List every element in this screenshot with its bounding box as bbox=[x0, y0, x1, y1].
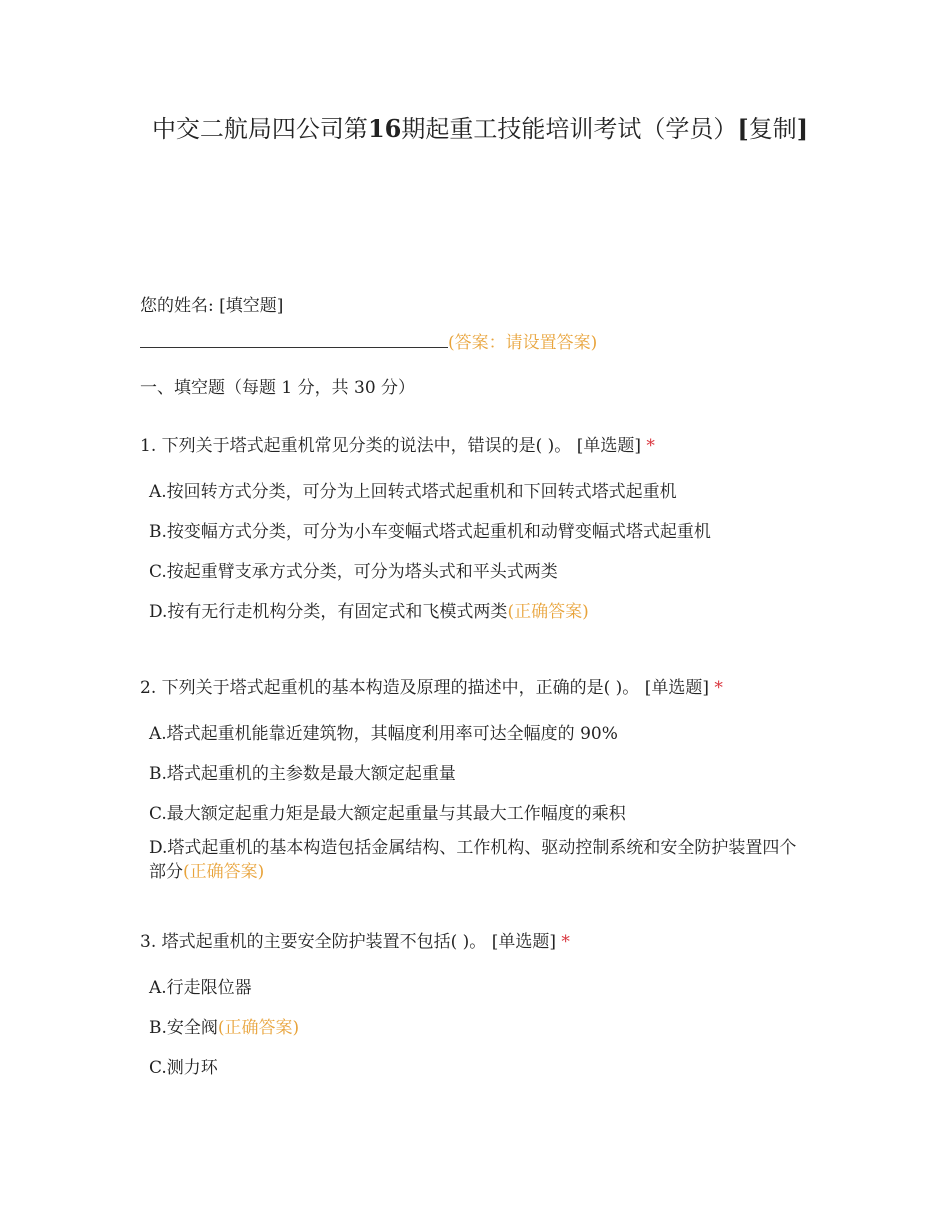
correct-answer-tag: (正确答案) bbox=[507, 602, 589, 622]
answer-hint: (答案：请设置答案) bbox=[448, 333, 598, 353]
correct-answer-tag: (正确答案) bbox=[183, 862, 265, 882]
option-text: D.塔式起重机的基本构造包括金属结构、工作机构、驱动控制系统和安全防护装置四个部分 bbox=[149, 838, 797, 882]
option-text: D.按有无行走机构分类，有固定式和飞模式两类 bbox=[149, 602, 508, 622]
correct-answer-tag: (正确答案) bbox=[217, 1018, 300, 1038]
question-1 bbox=[140, 434, 655, 458]
name-question-label: 您的姓名: [填空题] bbox=[140, 296, 284, 316]
question-3-option-b bbox=[149, 1016, 809, 1040]
question-text: 3. 塔式起重机的主要安全防护装置不包括( )。 [单选题] bbox=[140, 932, 556, 952]
question-3-option-c: C.测力环 bbox=[149, 1058, 218, 1078]
section-title: 一、填空题（每题 1 分，共 30 分） bbox=[140, 378, 416, 398]
question-3-option-a: A.行走限位器 bbox=[149, 978, 252, 998]
required-mark: * bbox=[646, 436, 655, 456]
question-text: 1. 下列关于塔式起重机常见分类的说法中，错误的是( )。 [单选题] bbox=[140, 436, 641, 456]
required-mark: * bbox=[561, 932, 570, 952]
question-text: 2. 下列关于塔式起重机的基本构造及原理的描述中，正确的是( )。 [单选题] bbox=[140, 678, 709, 698]
name-answer-line bbox=[140, 330, 597, 355]
question-1-option-a: A.按回转方式分类，可分为上回转式塔式起重机和下回转式塔式起重机 bbox=[149, 482, 677, 502]
required-mark: * bbox=[714, 678, 723, 698]
page-title: 中交二航局四公司第16期起重工技能培训考试（学员）[复制] bbox=[151, 114, 809, 143]
question-2-option-c: C.最大额定起重力矩是最大额定起重量与其最大工作幅度的乘积 bbox=[149, 804, 626, 824]
question-1-option-c: C.按起重臂支承方式分类，可分为塔头式和平头式两类 bbox=[149, 562, 558, 582]
name-blank bbox=[140, 330, 448, 348]
question-2-option-d bbox=[149, 836, 809, 884]
option-text: B.安全阀 bbox=[149, 1018, 218, 1038]
question-3 bbox=[140, 930, 570, 954]
question-1-option-b: B.按变幅方式分类，可分为小车变幅式塔式起重机和动臂变幅式塔式起重机 bbox=[149, 522, 711, 542]
question-2-option-a: A.塔式起重机能靠近建筑物，其幅度利用率可达全幅度的 90% bbox=[149, 724, 618, 744]
question-2 bbox=[140, 676, 723, 700]
question-2-option-b: B.塔式起重机的主参数是最大额定起重量 bbox=[149, 764, 456, 784]
question-1-option-d bbox=[149, 600, 809, 624]
